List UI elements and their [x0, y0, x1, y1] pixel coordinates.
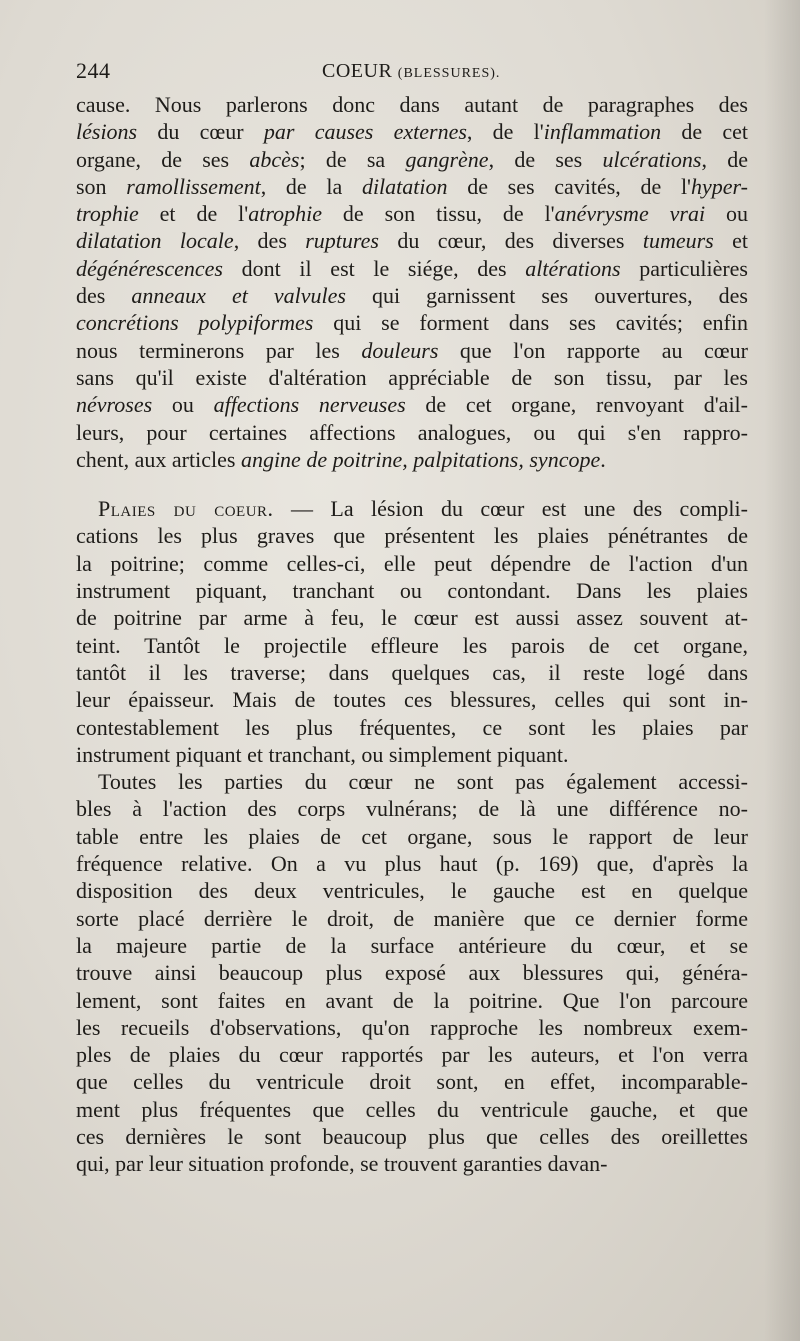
- running-head-sub: (BLESSURES).: [397, 66, 501, 81]
- text-run: qui, par leur situation profonde, se trouvent garanties davan-: [76, 1151, 608, 1177]
- running-head-main: COEUR: [322, 60, 393, 82]
- text-line: [76, 823, 748, 850]
- text-run: trouve ainsi beaucoup plus exposé aux blessures qui, généra-: [76, 960, 748, 986]
- text-run: de poitrine par arme à feu, le cœur est aussi assez souvent at-: [76, 605, 748, 631]
- text-line: [76, 118, 748, 145]
- italic-term: tumeurs: [642, 228, 714, 254]
- text-run: leur épaisseur. Mais de toutes ces blessures, celles qui sont in-: [76, 687, 748, 713]
- italic-term: douleurs: [361, 337, 439, 363]
- italic-term: par causes externes: [263, 119, 467, 145]
- text-run: chent, aux articles: [76, 446, 241, 472]
- text-run: , de: [701, 146, 748, 172]
- text-run: .: [600, 446, 606, 472]
- text-run: lement, sont faites en avant de la poitrine. Que l'on parcoure: [76, 987, 748, 1013]
- text-run: son: [76, 173, 127, 199]
- text-line: [76, 577, 748, 604]
- italic-term: ramollissement: [126, 173, 261, 199]
- text-run: ou: [152, 392, 214, 418]
- text-run: particulières: [620, 255, 748, 281]
- text-run: cause. Nous parlerons donc dans autant de paragraphes des: [76, 92, 748, 117]
- text-run: dont il est le siége, des: [223, 255, 526, 281]
- italic-term: ulcérations: [602, 146, 702, 172]
- text-line: [76, 850, 748, 877]
- text-run: ou: [705, 201, 748, 227]
- text-line: [76, 1014, 748, 1041]
- text-run: , des: [233, 228, 306, 254]
- text-line: [76, 419, 748, 446]
- text-run: ; de sa: [299, 146, 406, 172]
- text-run: nous terminerons par les: [76, 337, 362, 363]
- italic-term: affections nerveuses: [213, 392, 406, 418]
- text-run: et de l': [138, 201, 249, 227]
- text-line: [76, 309, 748, 336]
- text-line: [76, 173, 748, 200]
- text-line: [76, 1150, 748, 1177]
- page-header: [76, 58, 748, 88]
- text-run: ces dernières le sont beaucoup plus que celles des oreillettes: [76, 1123, 748, 1149]
- text-line: [76, 200, 748, 227]
- italic-term: ruptures: [305, 228, 379, 254]
- italic-term: dilatation locale: [76, 228, 234, 254]
- page-number: 244: [76, 58, 111, 83]
- text-run: la poitrine; comme celles-ci, elle peut dépendre de l'action d'un: [76, 550, 748, 576]
- text-line: [76, 604, 748, 631]
- paragraph-plaies-du-coeur: [76, 495, 748, 768]
- text-run: contestablement les plus fréquentes, ce sont les plaies par: [76, 714, 748, 740]
- running-head: [322, 60, 500, 83]
- text-run: de son tissu, de l': [321, 201, 555, 227]
- text-line: [76, 795, 748, 822]
- italic-term: atrophie: [248, 201, 322, 227]
- text-line: [76, 1068, 748, 1095]
- text-line: [76, 91, 748, 118]
- italic-term: trophie: [76, 201, 139, 227]
- italic-term: hyper-: [691, 173, 748, 199]
- text-run: des: [76, 283, 132, 309]
- text-line: [76, 714, 748, 741]
- text-run: fréquence relative. On a vu plus haut (p. 169) que, d'après la: [76, 851, 748, 877]
- paragraph-1: [76, 91, 748, 473]
- text-run: bles à l'action des corps vulnérans; de là une différence no-: [76, 796, 748, 822]
- paragraph-3: [76, 768, 748, 1177]
- text-run: de cet: [661, 119, 748, 145]
- text-run: du cœur, des diverses: [379, 228, 643, 254]
- text-line: [76, 959, 748, 986]
- text-line: [76, 337, 748, 364]
- text-line: [76, 686, 748, 713]
- text-run: du cœur: [137, 119, 264, 145]
- text-run: la majeure partie de la surface antérieure du cœur, et se: [76, 932, 748, 958]
- text-line: [76, 905, 748, 932]
- text-line: [76, 364, 748, 391]
- italic-term: inflammation: [543, 119, 662, 145]
- italic-term: concrétions polypiformes: [76, 310, 314, 336]
- italic-term: altérations: [525, 255, 621, 281]
- text-line: [76, 522, 748, 549]
- text-run: leurs, pour certaines affections analogues, ou qui s'en rappro-: [76, 419, 748, 445]
- text-run: de ses cavités, de l': [447, 173, 692, 199]
- text-run: instrument piquant et tranchant, ou simplement piquant.: [76, 741, 569, 767]
- italic-term: abcès: [249, 146, 300, 172]
- paragraph-gap: [76, 473, 748, 495]
- text-line: [76, 659, 748, 686]
- text-run: , de l': [466, 119, 544, 145]
- text-run: qui garnissent ses ouvertures, des: [345, 283, 748, 309]
- text-run: Toutes les parties du cœur ne sont pas également accessi-: [98, 769, 748, 795]
- italic-term: gangrène: [405, 146, 489, 172]
- text-line: [76, 146, 748, 173]
- italic-term: anévrysme vrai: [554, 201, 706, 227]
- text-run: , de ses: [488, 146, 603, 172]
- text-run: ment plus fréquentes que celles du ventricule gauche, et que: [76, 1096, 748, 1122]
- text-line: [76, 446, 748, 473]
- text-line: [76, 741, 748, 768]
- text-run: de cet organe, renvoyant d'ail-: [405, 392, 748, 418]
- text-run: que l'on rapporte au cœur: [438, 337, 748, 363]
- text-run: ples de plaies du cœur rapportés par les auteurs, et l'on verra: [76, 1042, 748, 1068]
- text-line: [76, 632, 748, 659]
- text-run: table entre les plaies de cet organe, sous le rapport de leur: [76, 823, 748, 849]
- text-line: [76, 391, 748, 418]
- text-run: , de la: [260, 173, 362, 199]
- text-run: les recueils d'observations, qu'on rapproche les nombreux exem-: [76, 1014, 748, 1040]
- text-line: [76, 768, 748, 795]
- italic-term: névroses: [76, 392, 153, 418]
- text-line: [76, 1096, 748, 1123]
- text-line: [76, 550, 748, 577]
- text-run: tantôt il les traverse; dans quelques cas, il reste logé dans: [76, 659, 748, 685]
- text-run: sorte placé derrière le droit, de manière que ce dernier forme: [76, 905, 748, 931]
- italic-term: lésions: [76, 119, 138, 145]
- italic-term: anneaux et valvules: [131, 283, 346, 309]
- text-line: [76, 932, 748, 959]
- text-line: [76, 1123, 748, 1150]
- text-run: — La lésion du cœur est une des compli-: [273, 496, 748, 522]
- text-run: que celles du ventricule droit sont, en effet, incomparable-: [76, 1069, 748, 1095]
- text-run: cations les plus graves que présentent les plaies pénétrantes de: [76, 523, 748, 549]
- text-line: [76, 495, 748, 522]
- text-line: [76, 1041, 748, 1068]
- text-line: [76, 987, 748, 1014]
- text-line: [76, 255, 748, 282]
- text-line: [76, 282, 748, 309]
- body-text: [76, 91, 748, 1178]
- text-run: disposition des deux ventricules, le gauche est en quelque: [76, 878, 748, 904]
- text-run: teint. Tantôt le projectile effleure les parois de cet organe,: [76, 632, 748, 658]
- text-run: sans qu'il existe d'altération appréciable de son tissu, par les: [76, 364, 748, 390]
- italic-term: dilatation: [361, 173, 448, 199]
- text-run: et: [713, 228, 748, 254]
- text-run: instrument piquant, tranchant ou contondant. Dans les plaies: [76, 578, 748, 604]
- italic-term: angine de poitrine, palpitations, syncope: [240, 446, 601, 472]
- text-line: [76, 877, 748, 904]
- text-run: organe, de ses: [76, 146, 250, 172]
- section-heading: Plaies du coeur.: [98, 496, 274, 522]
- italic-term: dégénérescences: [76, 255, 223, 281]
- text-line: [76, 227, 748, 254]
- text-run: qui se forment dans ses cavités; enfin: [313, 310, 748, 336]
- page-spine-shadow: [764, 0, 800, 1341]
